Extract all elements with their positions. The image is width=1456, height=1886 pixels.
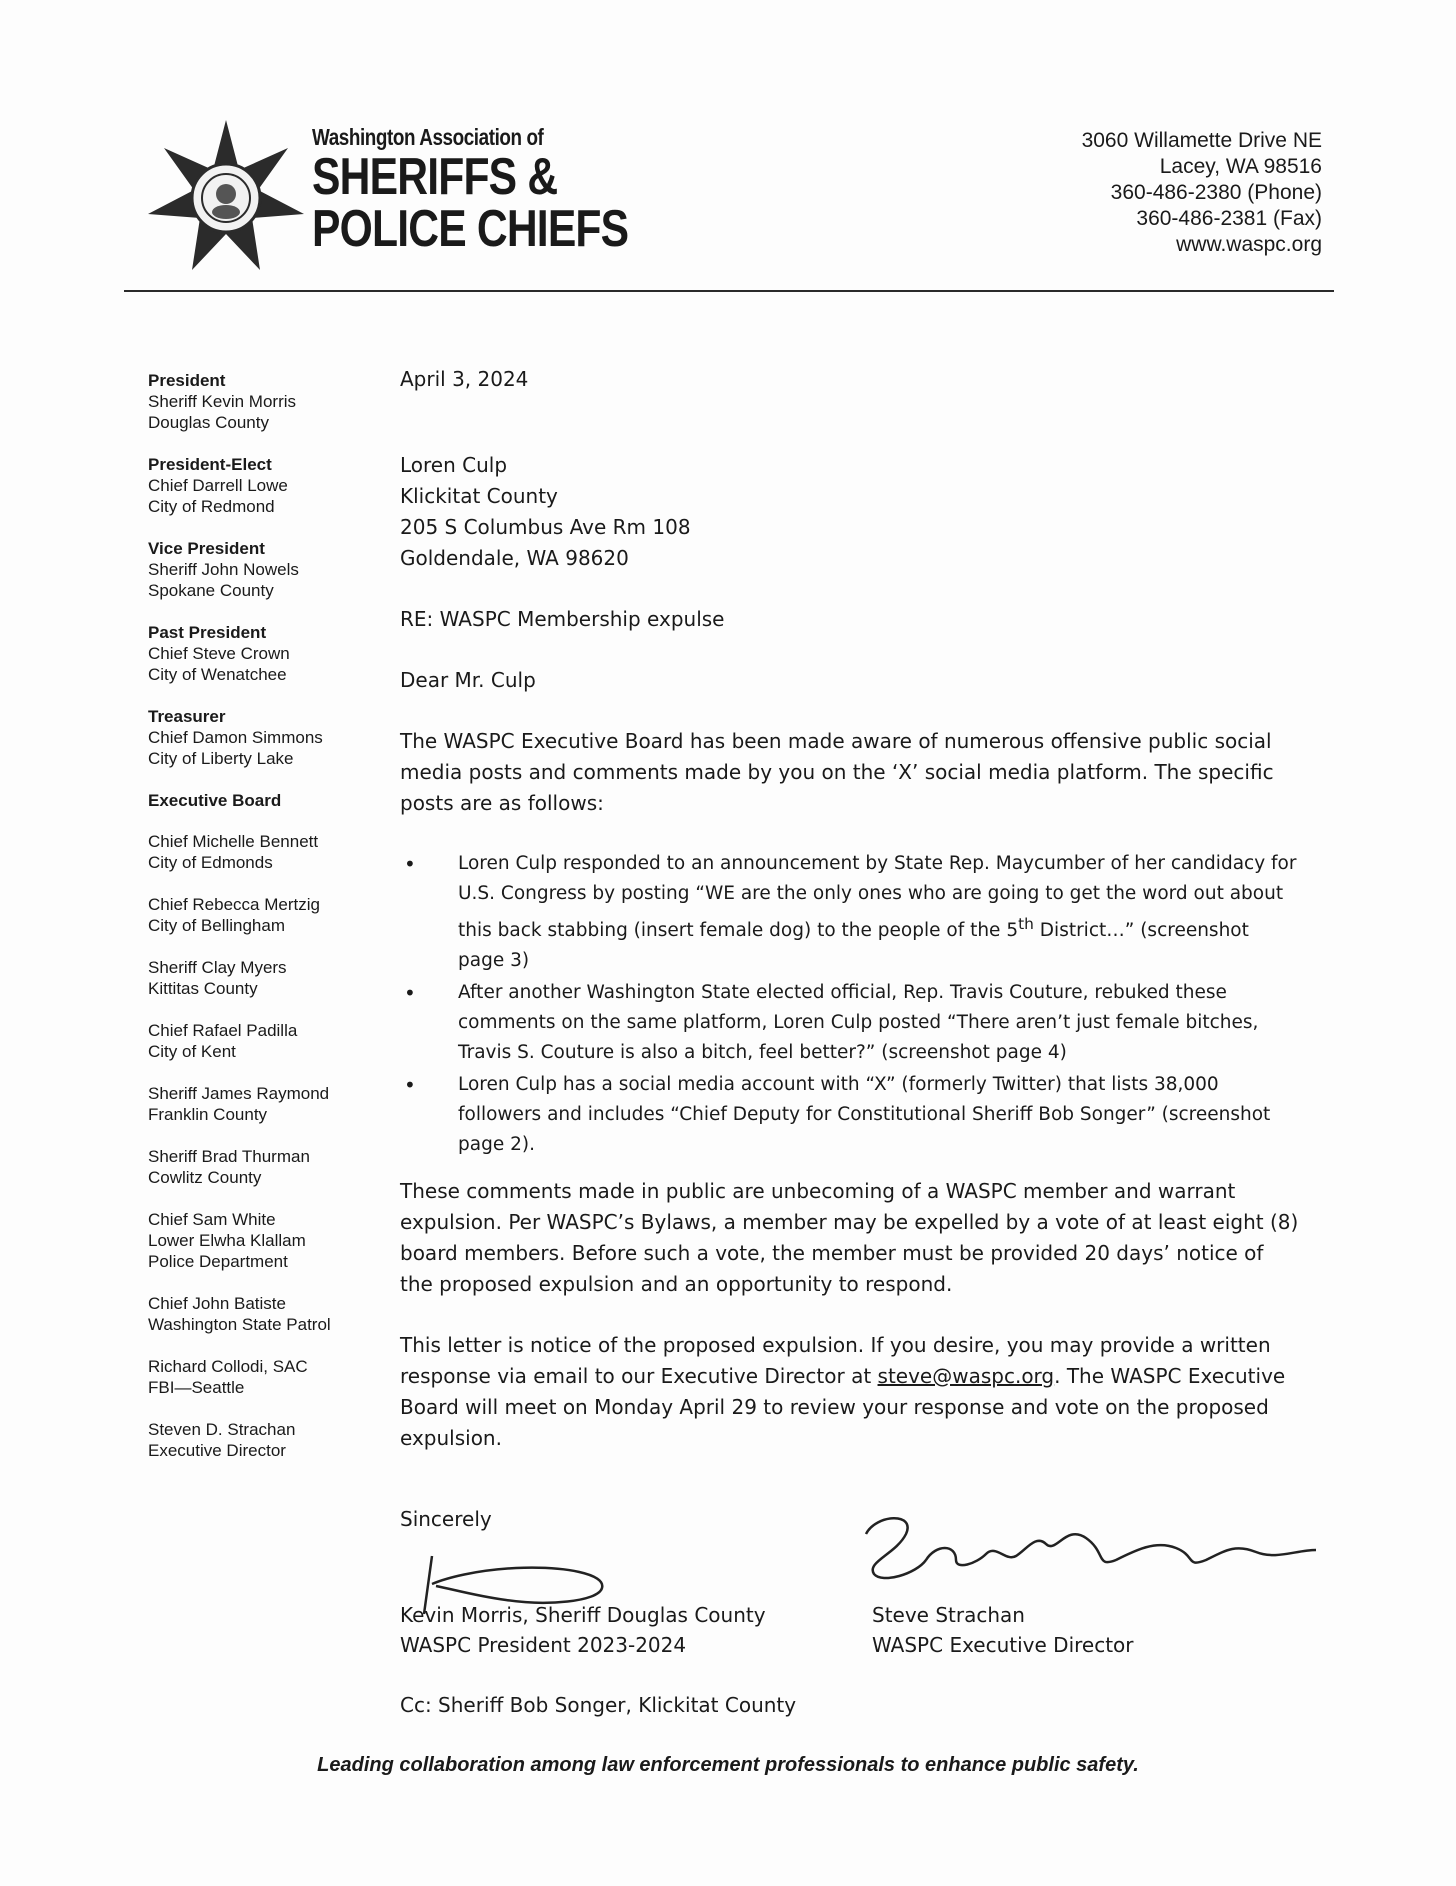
signer-morris [400, 1600, 766, 1660]
list-item: • Loren Culp has a social media account with “X” (formerly Twitter) that lists 38,000 followers and includes “Chief Deputy for Constitutional Sheriff Bob Songer” (screenshot page 2). [400, 1070, 1300, 1160]
board-member [148, 1419, 388, 1461]
letter-date: April 3, 2024 [400, 367, 529, 391]
address-website[interactable]: www.waspc.org [1176, 233, 1322, 256]
bullet-text: Loren Culp responded to an announcement by State Rep. Maycumber of her candidacy for U.S. Congress by posting “WE are the only ones who are going to get the word out about this back stabbing (insert female dog) to the people of the 5 [458, 853, 1297, 942]
board-member [148, 1293, 388, 1335]
recipient-name: Loren Culp [400, 453, 508, 477]
sidebar-roster [148, 370, 388, 1482]
subject-line: RE: WASPC Membership expulse [400, 607, 725, 631]
signature-strachan [846, 1504, 1326, 1594]
member-agency: Executive Director [148, 1441, 286, 1460]
member-name: Sheriff James Raymond [148, 1084, 330, 1103]
closing: Sincerely [400, 1507, 492, 1531]
letter-body [400, 364, 1300, 1484]
address-fax: 360-486-2381 (Fax) [1136, 207, 1322, 230]
officer-agency: City of Wenatchee [148, 665, 287, 684]
officer-title: Vice President [148, 539, 265, 558]
sheriff-star-logo [146, 118, 306, 278]
officer-title: President [148, 371, 226, 390]
member-agency: City of Bellingham [148, 916, 286, 935]
officer-treasurer [148, 706, 388, 769]
recipient-city: Goldendale, WA 98620 [400, 546, 629, 570]
board-member [148, 957, 388, 999]
officer-name: Sheriff John Nowels [148, 560, 299, 579]
officer-agency: Spokane County [148, 581, 274, 600]
recipient-address [400, 450, 1300, 574]
salutation: Dear Mr. Culp [400, 668, 536, 692]
member-agency: City of Edmonds [148, 853, 273, 872]
org-name [312, 124, 629, 258]
bylaws-paragraph: These comments made in public are unbecoming of a WASPC member and warrant expulsion. Per WASPC’s Bylaws, a member may be expelled by a vote of at least eight (8) board members. Before such a vote, the member must be provided 20 days’ notice of the proposed expulsion and an opportunity to respond. [400, 1179, 1299, 1297]
org-line-2: POLICE CHIEFS [312, 200, 629, 258]
signer-name: Kevin Morris, Sheriff Douglas County [400, 1603, 766, 1627]
signer-name: Steve Strachan [872, 1603, 1025, 1627]
recipient-county: Klickitat County [400, 484, 558, 508]
board-heading: Executive Board [148, 791, 282, 810]
org-line-1: SHERIFFS & [312, 148, 558, 206]
member-agency: Lower Elwha Klallam [148, 1231, 306, 1250]
officer-name: Chief Darrell Lowe [148, 476, 288, 495]
member-name: Chief Michelle Bennett [148, 832, 319, 851]
board-member [148, 894, 388, 936]
list-item [400, 849, 1300, 976]
notice-text-cont: . The WASPC Executive Board will meet on Monday April 29 to review your response and vote on the proposed expulsion. [400, 1364, 1286, 1451]
officer-title: Treasurer [148, 707, 226, 726]
org-prefix: Washington Association of [312, 124, 544, 150]
board-member [148, 1083, 388, 1125]
board-member [148, 1209, 388, 1272]
signer-strachan [872, 1600, 1134, 1660]
recipient-street: 205 S Columbus Ave Rm 108 [400, 515, 691, 539]
member-agency: Cowlitz County [148, 1168, 262, 1187]
signature-block [400, 1504, 1340, 1717]
member-agency-line2: Police Department [148, 1252, 288, 1271]
officer-past-president [148, 622, 388, 685]
posts-list [400, 849, 1300, 1160]
officer-president-elect [148, 454, 388, 517]
officer-vice-president [148, 538, 388, 601]
member-name: Chief John Batiste [148, 1294, 286, 1313]
address-city: Lacey, WA 98516 [1159, 155, 1322, 178]
officer-title: President-Elect [148, 455, 272, 474]
member-name: Chief Rafael Padilla [148, 1021, 298, 1040]
member-name: Chief Rebecca Mertzig [148, 895, 320, 914]
officer-agency: City of Liberty Lake [148, 749, 294, 768]
officer-title: Past President [148, 623, 267, 642]
member-name: Chief Sam White [148, 1210, 276, 1229]
officer-name: Chief Damon Simmons [148, 728, 323, 747]
bullet-text-cont: District…” (screenshot page 3) [458, 920, 1249, 972]
member-agency: City of Kent [148, 1042, 236, 1061]
officer-president [148, 370, 388, 433]
officer-name: Chief Steve Crown [148, 644, 290, 663]
board-member [148, 1020, 388, 1062]
board-member [148, 1356, 388, 1398]
member-agency: Washington State Patrol [148, 1315, 331, 1334]
org-address [1082, 128, 1322, 258]
intro-paragraph: The WASPC Executive Board has been made aware of numerous offensive public social media posts and comments made by you on the ‘X’ social media platform. The specific posts are as follows: [400, 729, 1274, 815]
officer-agency: City of Redmond [148, 497, 275, 516]
footer-tagline: Leading collaboration among law enforcement professionals to enhance public safety. [317, 1754, 1139, 1776]
ordinal-suffix: th [1018, 915, 1034, 933]
member-agency: FBI—Seattle [148, 1378, 245, 1397]
email-link[interactable]: steve@waspc.org [877, 1364, 1055, 1389]
officer-agency: Douglas County [148, 413, 269, 432]
member-name: Richard Collodi, SAC [148, 1357, 308, 1376]
member-name: Steven D. Strachan [148, 1420, 296, 1439]
member-name: Sheriff Clay Myers [148, 958, 287, 977]
address-phone: 360-486-2380 (Phone) [1110, 181, 1322, 204]
notice-text: This letter is notice of the proposed expulsion. If you desire, you may provide a written response via email to our Executive Director at [400, 1333, 1271, 1389]
board-member [148, 831, 388, 873]
signer-title: WASPC Executive Director [872, 1633, 1134, 1657]
officer-name: Sheriff Kevin Morris [148, 392, 297, 411]
address-street: 3060 Willamette Drive NE [1081, 129, 1322, 152]
list-item: • After another Washington State elected official, Rep. Travis Couture, rebuked these comments on the same platform, Loren Culp posted “There aren’t just female bitches, Travis S. Couture is also a bitch, feel better?” (screenshot page 4) [400, 978, 1300, 1068]
signer-title: WASPC President 2023-2024 [400, 1633, 687, 1657]
member-agency: Franklin County [148, 1105, 268, 1124]
header-divider [124, 290, 1334, 292]
cc-line: Cc: Sheriff Bob Songer, Klickitat County [400, 1693, 797, 1717]
notice-paragraph [400, 1330, 1300, 1454]
member-name: Sheriff Brad Thurman [148, 1147, 310, 1166]
board-member [148, 1146, 388, 1188]
member-agency: Kittitas County [148, 979, 258, 998]
